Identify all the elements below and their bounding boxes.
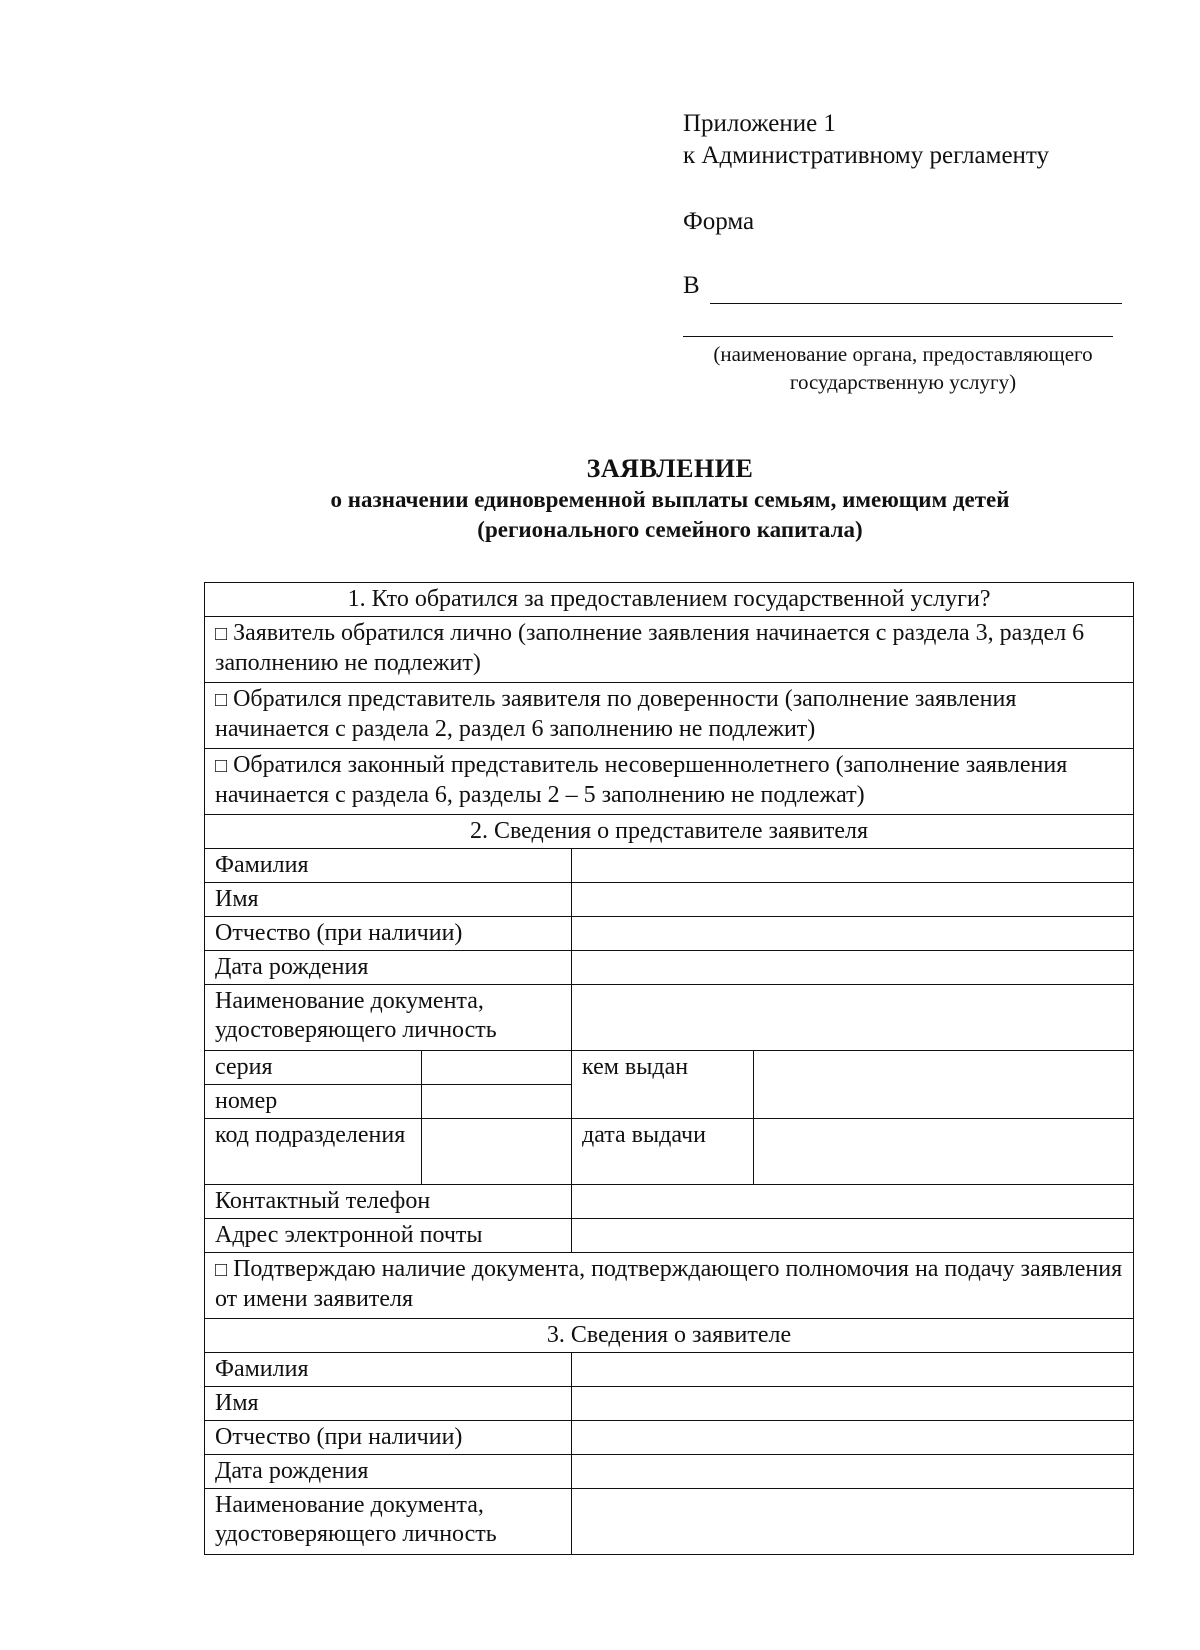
app-patronymic-label: Отчество (при наличии): [205, 1421, 572, 1455]
rep-name-field[interactable]: [572, 883, 1134, 917]
section1-heading: 1. Кто обратился за предоставлением государственной услуги?: [205, 583, 1134, 617]
form-label: Форма: [683, 208, 755, 235]
rep-authority-confirm[interactable]: [205, 1253, 1134, 1319]
authority-caption: [683, 340, 1123, 396]
rep-issued-by-label: кем выдан: [572, 1051, 754, 1119]
rep-birthdate-label: Дата рождения: [205, 951, 572, 985]
rep-issue-date-field[interactable]: [754, 1119, 1134, 1185]
rep-email-label: Адрес электронной почты: [205, 1219, 572, 1253]
to-label: В: [683, 272, 700, 299]
rep-unit-code-field[interactable]: [422, 1119, 572, 1185]
option-representative-proxy[interactable]: [205, 683, 1134, 749]
rep-id-doc-label: Наименование документа, удостоверяющего личность: [205, 985, 572, 1051]
app-name-label: Имя: [205, 1387, 572, 1421]
app-name-field[interactable]: [572, 1387, 1134, 1421]
appendix-header: [683, 108, 1143, 172]
rep-series-field[interactable]: [422, 1051, 572, 1085]
rep-surname-label: Фамилия: [205, 849, 572, 883]
section3-heading: 3. Сведения о заявителе: [205, 1319, 1134, 1353]
authority-caption-line2: государственную услугу): [789, 370, 1017, 394]
app-birthdate-field[interactable]: [572, 1455, 1134, 1489]
app-patronymic-field[interactable]: [572, 1421, 1134, 1455]
rep-issue-date-label: дата выдачи: [572, 1119, 754, 1185]
rep-email-field[interactable]: [572, 1219, 1134, 1253]
authority-caption-line1: (наименование органа, предоставляющего: [713, 342, 1093, 366]
authority-input-line[interactable]: [710, 303, 1122, 304]
rep-birthdate-field[interactable]: [572, 951, 1134, 985]
rep-name-label: Имя: [205, 883, 572, 917]
app-id-doc-field[interactable]: [572, 1489, 1134, 1555]
appendix-reference: к Административному регламенту: [683, 142, 1050, 169]
title-sub-line2: (регионального семейного капитала): [477, 517, 863, 542]
rep-patronymic-label: Отчество (при наличии): [205, 917, 572, 951]
appendix-number: Приложение 1: [683, 110, 836, 137]
rep-phone-field[interactable]: [572, 1185, 1134, 1219]
checkbox-icon[interactable]: □: [215, 689, 228, 711]
title-sub-line1: о назначении единовременной выплаты семьям, имеющим детей: [330, 487, 1010, 512]
rep-unit-code-label: код подразделения: [205, 1119, 422, 1185]
document-title: [205, 453, 1135, 545]
option2-label: Обратился представитель заявителя по доверенности (заполнение заявления начинается с раздела 2, раздел 6 заполнению не подлежит): [215, 686, 1017, 742]
app-birthdate-label: Дата рождения: [205, 1455, 572, 1489]
option3-label: Обратился законный представитель несовершеннолетнего (заполнение заявления начинается с раздела 6, разделы 2 – 5 заполнению не подлежат): [215, 752, 1068, 808]
title-main: ЗАЯВЛЕНИЕ: [586, 454, 754, 483]
option-legal-representative[interactable]: [205, 749, 1134, 815]
application-form-table: [204, 582, 1134, 1555]
rep-number-field[interactable]: [422, 1085, 572, 1119]
rep-id-doc-field[interactable]: [572, 985, 1134, 1051]
option-applicant-personally[interactable]: [205, 617, 1134, 683]
checkbox-icon[interactable]: □: [215, 1259, 228, 1281]
rep-surname-field[interactable]: [572, 849, 1134, 883]
authority-input-line-2[interactable]: [683, 336, 1113, 337]
rep-patronymic-field[interactable]: [572, 917, 1134, 951]
section2-heading: 2. Сведения о представителе заявителя: [205, 815, 1134, 849]
rep-series-label: серия: [205, 1051, 422, 1085]
app-id-doc-label: Наименование документа, удостоверяющего личность: [205, 1489, 572, 1555]
confirm-label: Подтверждаю наличие документа, подтверждающего полномочия на подачу заявления от имени заявителя: [215, 1256, 1123, 1312]
rep-issued-by-field[interactable]: [754, 1051, 1134, 1119]
checkbox-icon[interactable]: □: [215, 755, 228, 777]
app-surname-label: Фамилия: [205, 1353, 572, 1387]
app-surname-field[interactable]: [572, 1353, 1134, 1387]
checkbox-icon[interactable]: □: [215, 623, 228, 645]
option1-label: Заявитель обратился лично (заполнение заявления начинается с раздела 3, раздел 6 заполнению не подлежит): [215, 620, 1085, 676]
rep-number-label: номер: [205, 1085, 422, 1119]
rep-phone-label: Контактный телефон: [205, 1185, 572, 1219]
